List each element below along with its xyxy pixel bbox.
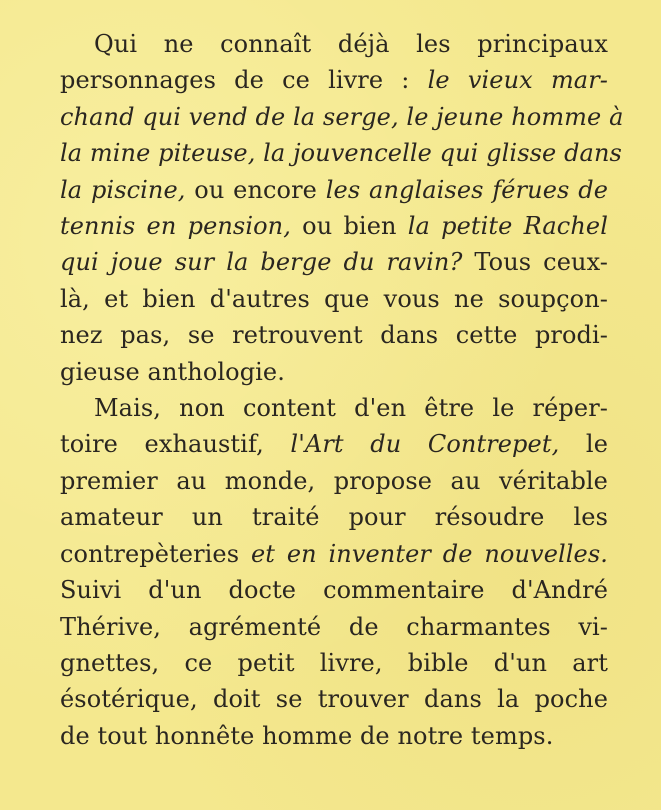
italic-text: l'Art du Contrepet, <box>290 430 560 459</box>
text-line <box>60 609 608 645</box>
text-line <box>60 499 608 535</box>
body-text: toire exhaustif, <box>60 430 291 459</box>
body-text: Tous ceux- <box>462 248 608 277</box>
text-line <box>60 354 608 390</box>
italic-text: les anglaises férues de <box>325 175 608 204</box>
body-text: le <box>559 430 608 459</box>
body-text: contrepèteries <box>60 539 251 568</box>
body-text: Suivi d'un docte commentaire d'André <box>60 576 608 605</box>
text-block <box>60 26 624 754</box>
text-line <box>60 681 608 717</box>
paragraph-2 <box>60 390 608 754</box>
body-text: Qui ne connaît déjà les principaux <box>94 30 608 58</box>
body-text: là, et bien d'autres que vous ne soupçon- <box>60 284 608 313</box>
italic-text: la piscine, <box>60 175 186 204</box>
text-line <box>60 390 608 426</box>
text-line <box>60 208 608 244</box>
body-text: premier au monde, propose au véritable <box>60 466 608 495</box>
body-text: ou encore <box>185 175 326 204</box>
italic-text: et en inventer de nouvelles. <box>250 539 608 568</box>
text-line <box>60 572 608 608</box>
body-text: ésotérique, doit se trouver dans la poche <box>60 685 608 714</box>
italic-text: la mine piteuse, la jouvencelle qui glisse dans <box>60 139 622 168</box>
text-line <box>60 536 608 572</box>
body-text: personnages de ce livre : <box>60 66 428 95</box>
body-text: amateur un traité pour résoudre les <box>60 503 608 532</box>
text-line <box>60 426 608 462</box>
paragraph-1 <box>60 26 624 390</box>
body-text: ou bien <box>290 212 408 241</box>
italic-text: le vieux mar- <box>427 66 608 95</box>
text-line <box>60 99 624 135</box>
text-line <box>60 463 608 499</box>
body-text: de tout honnête homme de notre temps. <box>60 721 554 750</box>
text-line <box>60 62 608 98</box>
text-line <box>60 26 608 62</box>
italic-text: la petite Rachel <box>407 212 608 241</box>
italic-text: qui joue sur la berge du ravin? <box>60 248 463 277</box>
body-text: gnettes, ce petit livre, bible d'un art <box>60 648 608 677</box>
text-line <box>60 317 608 353</box>
text-line <box>60 172 608 208</box>
text-line <box>60 244 608 280</box>
body-text: Thérive, agrémenté de charmantes vi- <box>60 612 608 641</box>
italic-text: chand qui vend de la serge, le jeune homme à <box>60 102 624 131</box>
text-line <box>60 135 622 171</box>
body-text: nez pas, se retrouvent dans cette prodi- <box>60 321 608 350</box>
text-line <box>60 718 608 754</box>
italic-text: tennis en pension, <box>60 212 291 241</box>
text-line <box>60 645 608 681</box>
body-text: gieuse anthologie. <box>60 357 285 386</box>
text-line <box>60 281 608 317</box>
body-text: Mais, non content d'en être le réper- <box>94 394 608 423</box>
